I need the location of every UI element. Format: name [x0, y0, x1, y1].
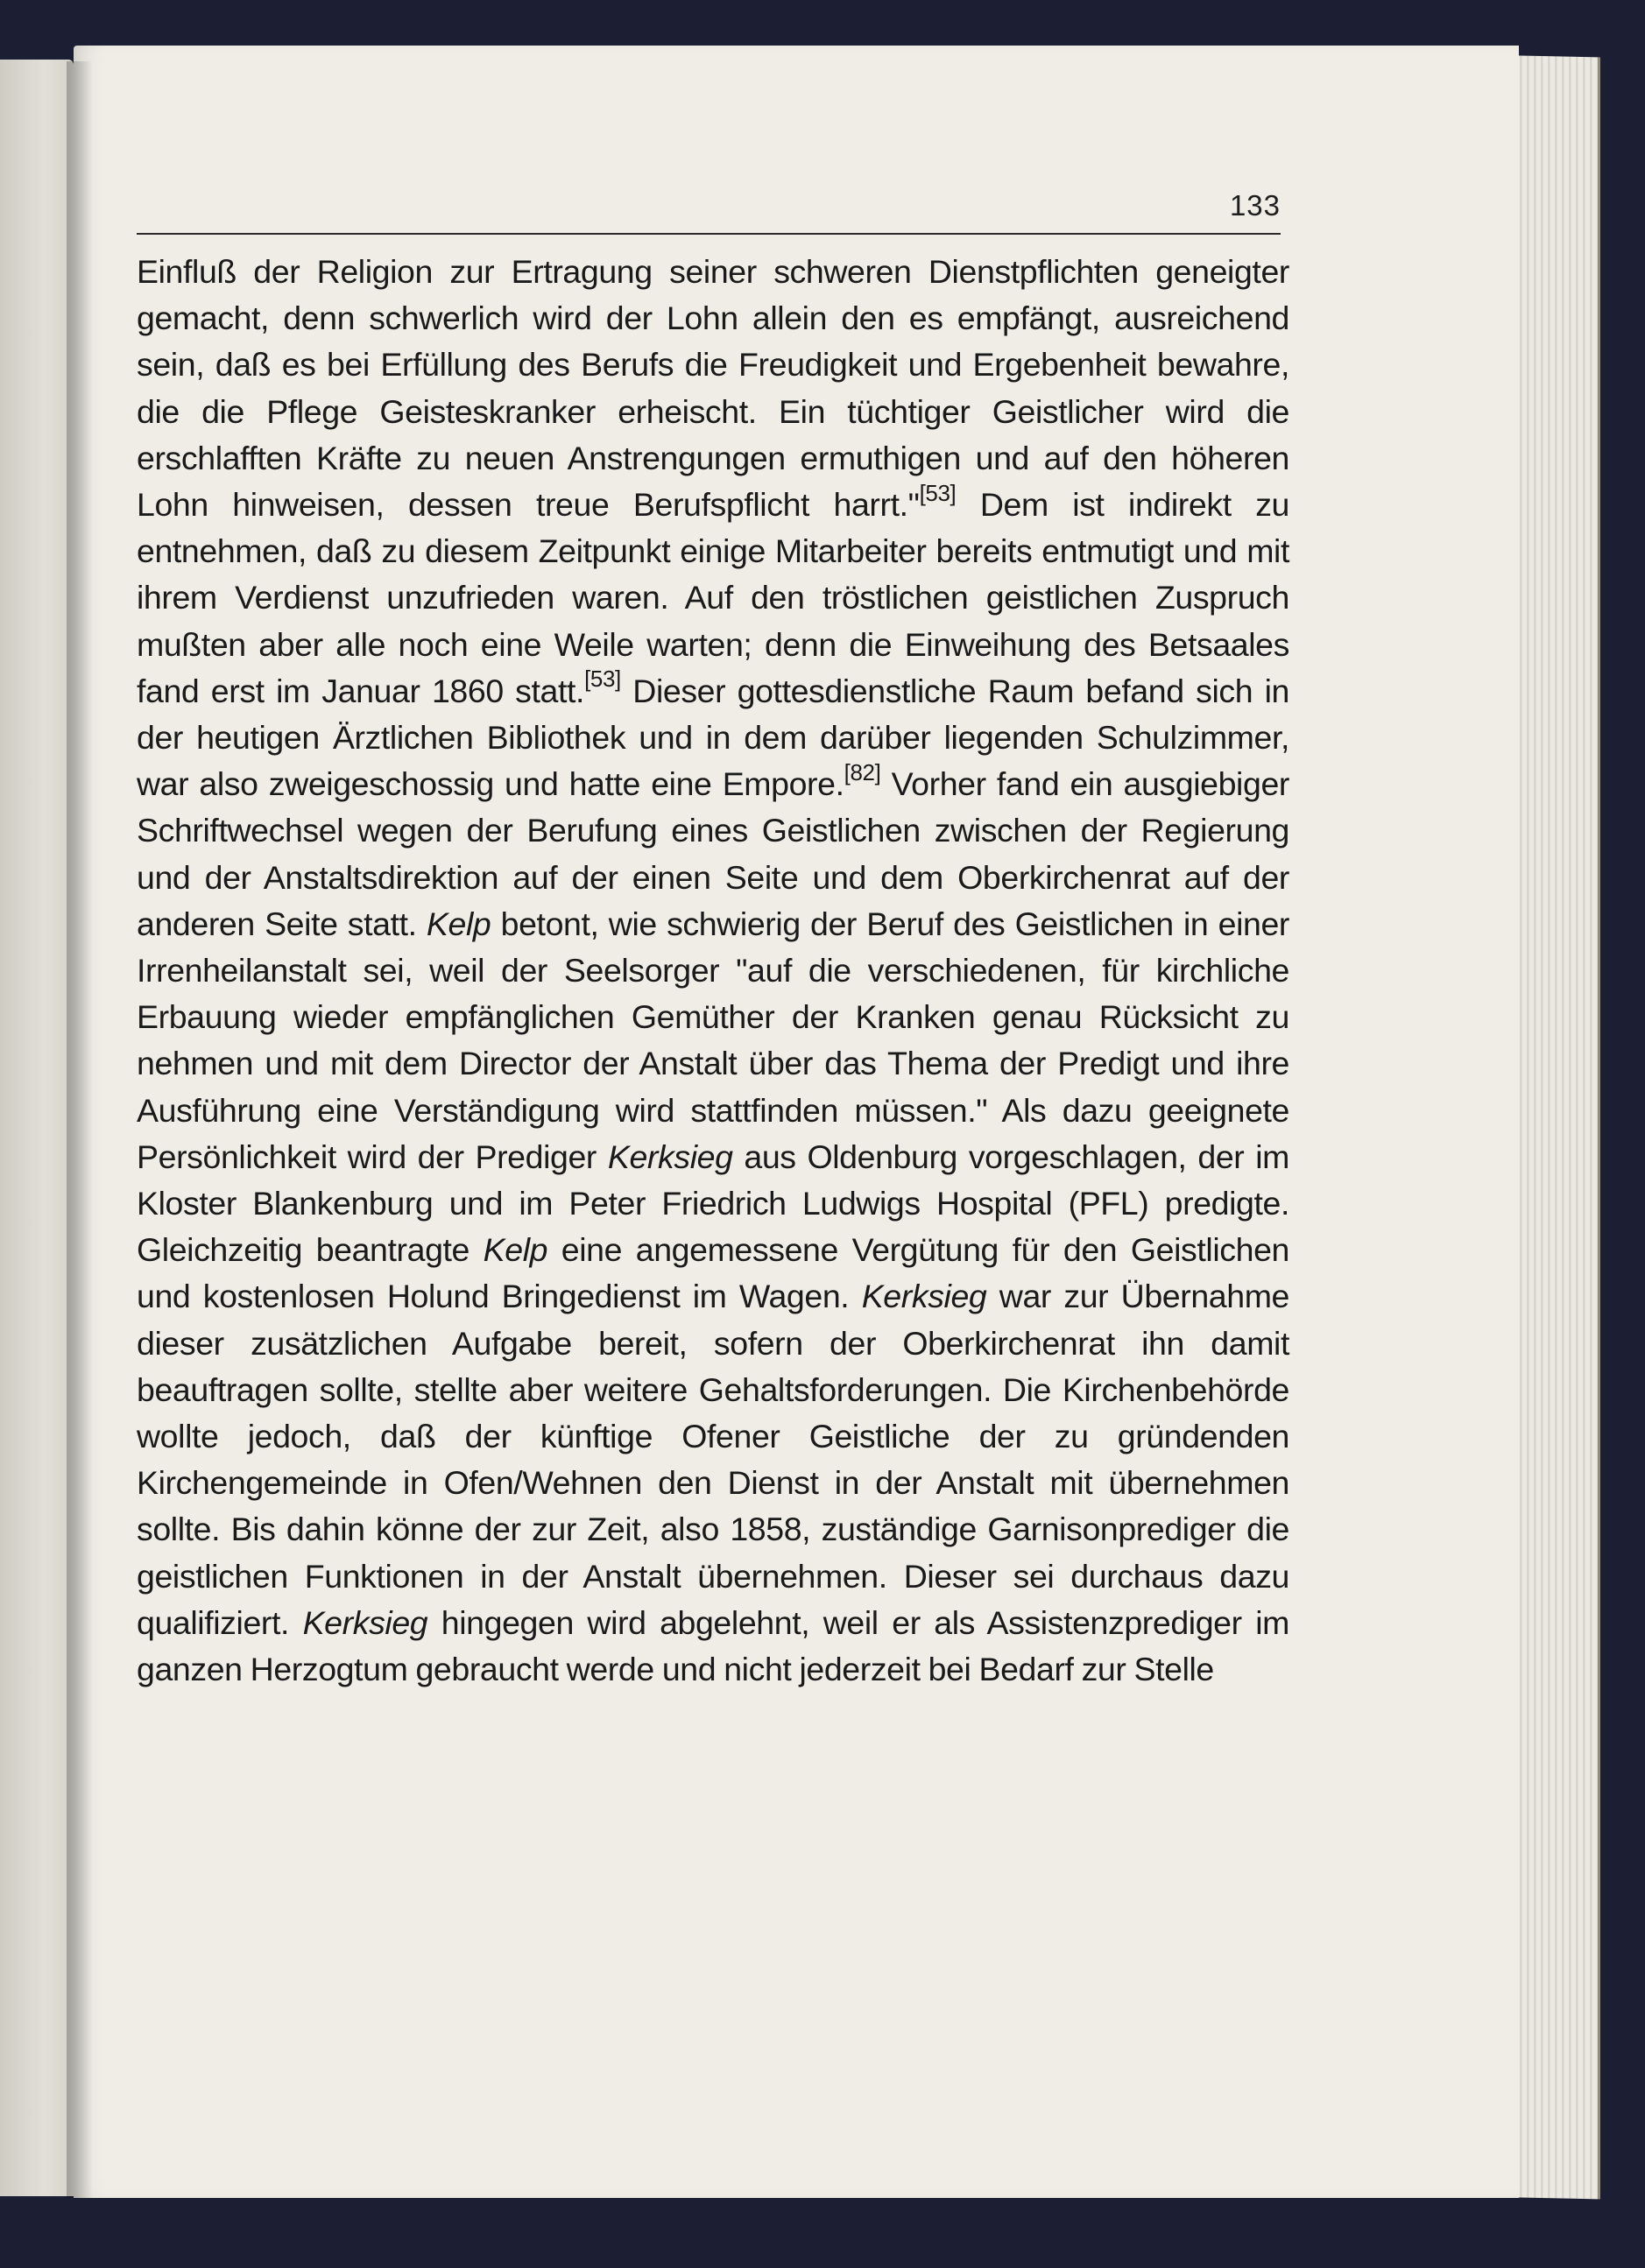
text-run: Vorher fand ein ausgiebiger Schriftwechsel wegen der Berufung eines Geistlichen zwischen der Regierung und der Anstaltsdirektion auf der einen Seite und dem Oberkirchenrat auf der anderen Seite statt. [137, 765, 1289, 942]
text-run: Dieser gottesdienstliche Raum befand sich in der heutigen Ärztlichen Bibliothek und in dem darüber liegenden Schulzimmer, war also zweigeschossig und hatte eine Empore. [137, 672, 1290, 803]
text-run: hingegen wird abgelehnt, weil er als Assistenzprediger im ganzen Herzogtum gebraucht werde und nicht jederzeit bei Bedarf zur Stelle [137, 1603, 1290, 1688]
citation-marker: [82] [844, 758, 881, 785]
italic-name: Kerksieg [607, 1138, 733, 1175]
italic-name: Kelp [483, 1231, 548, 1269]
header-rule [137, 233, 1281, 235]
citation-marker: [53] [919, 479, 957, 506]
text-run: Dem ist indirekt zu entnehmen, daß zu diesem Zeitpunkt einige Mitarbeiter bereits entmutigt und mit ihrem Verdienst unzufrieden waren. Auf den tröstlichen geistlichen Zuspruch mußten aber alle noch eine Weile warten; denn die Einweihung des Betsaales fand erst im Januar 1860 statt. [137, 486, 1289, 709]
text-run: Einfluß der Religion zur Ertragung seiner schweren Dienstpflichten geneigter gemacht, denn schwerlich wird der Lohn allein den es empfängt, ausreichend sein, daß es bei Erfüllung des Berufs die Freudigkeit und Ergebenheit bewahre, die die Pflege Geisteskranker erheischt. Ein tüchtiger Geistlicher wird die erschlafften Kräfte zu neuen Anstrengungen ermuthigen und auf den höheren Lohn hinweisen, dessen treue Berufspflicht harrt." [137, 253, 1289, 524]
text-run: eine angemessene Vergütung für den Geistlichen und kostenlosen Holund Bringedienst im Wagen. [137, 1231, 1289, 1315]
text-run: aus Oldenburg vorgeschlagen, der im Kloster Blankenburg und im Peter Friedrich Ludwigs Hospital (PFL) predigte. Gleichzeitig beantragte [137, 1138, 1289, 1269]
facing-page-edge [0, 60, 74, 2196]
page-header [137, 145, 1281, 228]
italic-name: Kerksieg [861, 1278, 987, 1315]
citation-marker: [53] [584, 666, 621, 693]
body-paragraph [137, 249, 1289, 1693]
text-run: betont, wie schwierig der Beruf des Geistlichen in einer Irrenheilanstalt sei, weil der Seelsorger "auf die verschiedenen, für kirchliche Erbauung wieder empfänglichen Gemüther der Kranken genau Rücksicht zu nehmen und mit dem Director der Anstalt über das Thema der Predigt und ihre Ausführung eine Verständigung wird stattfinden müssen." Als dazu geeignete Persönlichkeit wird der Prediger [137, 905, 1290, 1175]
italic-name: Kerksieg [302, 1603, 428, 1641]
book-gutter-shadow [67, 61, 93, 2198]
body-text [137, 249, 1289, 1693]
page-number: 133 [1229, 189, 1281, 222]
italic-name: Kelp [426, 905, 491, 942]
text-run: war zur Übernahme dieser zusätzlichen Aufgabe bereit, sofern der Oberkirchenrat ihn damit beauftragen sollte, stellte aber weitere Gehaltsforderungen. Die Kirchenbehörde wollte jedoch, daß der künftige Ofener Geistliche der zu gründenden Kirchengemeinde in Ofen/Wehnen den Dienst in der Anstalt mit übernehmen sollte. Bis dahin könne der zur Zeit, also 1858, zuständige Garnisonprediger die geistlichen Funktionen in der Anstalt übernehmen. Dieser sei durchaus dazu qualifiziert. [137, 1278, 1289, 1641]
